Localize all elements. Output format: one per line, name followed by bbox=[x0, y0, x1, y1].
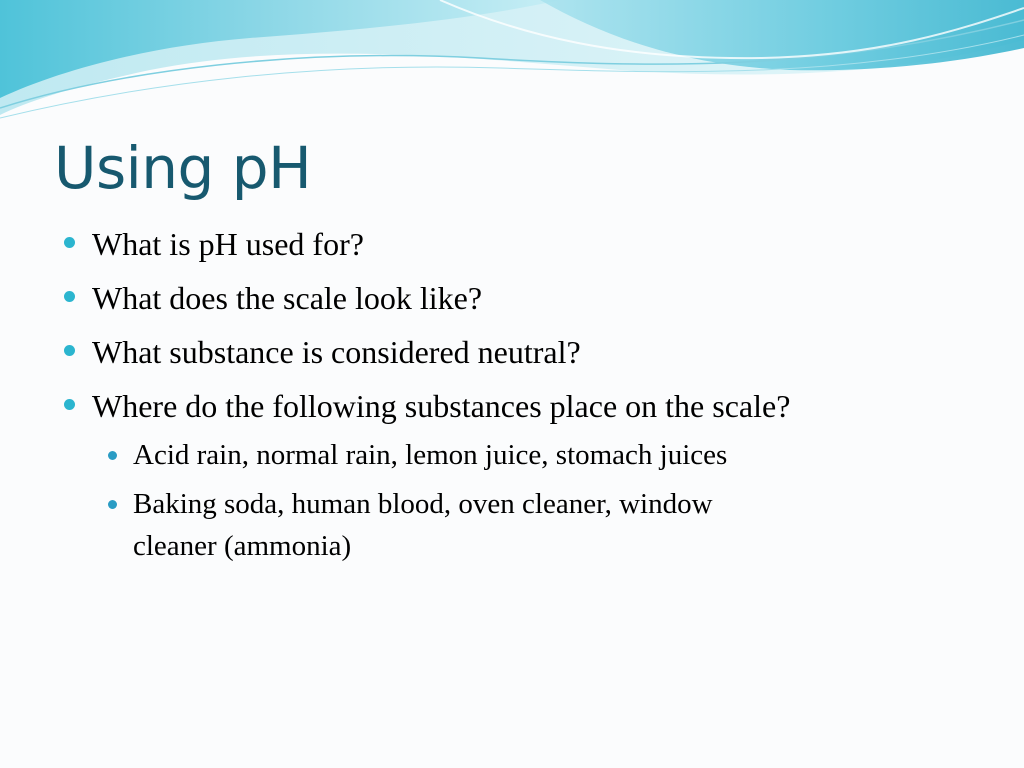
bullet-item: Where do the following substances place on the scale? bbox=[92, 388, 791, 424]
bullet-item: What substance is considered neutral? bbox=[92, 334, 581, 370]
sub-bullet-dot bbox=[108, 451, 117, 460]
bullet-item: What does the scale look like? bbox=[92, 280, 483, 316]
sub-bullet-item-continuation: cleaner (ammonia) bbox=[133, 530, 352, 562]
bullet-item: What is pH used for? bbox=[92, 226, 364, 262]
bullet-dot bbox=[64, 291, 75, 302]
bullet-dot bbox=[64, 237, 75, 248]
sub-bullet-item: Acid rain, normal rain, lemon juice, stomach juices bbox=[133, 439, 728, 471]
sub-bullet-item: Baking soda, human blood, oven cleaner, window bbox=[133, 488, 713, 520]
bullet-dot bbox=[64, 399, 75, 410]
bullet-dot bbox=[64, 345, 75, 356]
sub-bullet-dot bbox=[108, 500, 117, 509]
slide-title: Using pH bbox=[54, 134, 312, 202]
